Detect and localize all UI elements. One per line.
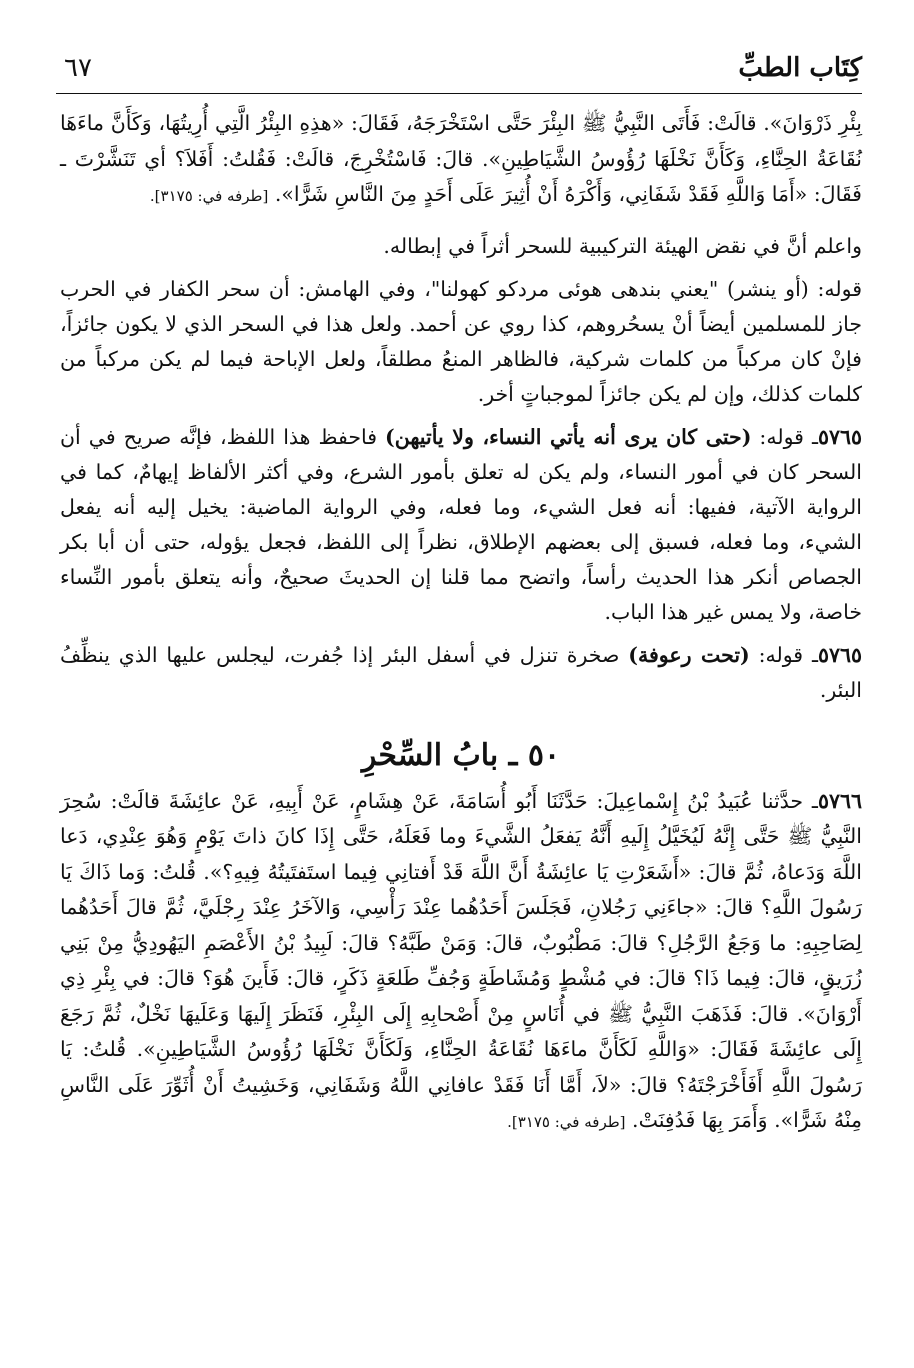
note-number: ٥٧٦٥ <box>817 424 863 449</box>
hadith-number: ٥٧٦٦ <box>817 788 862 813</box>
commentary-note <box>60 420 862 630</box>
commentary-text: واعلم أنَّ في نقض الهيئة التركيبية للسحر أثراً في إبطاله. <box>383 233 862 258</box>
hadith-text: ـ حدَّثنا عُبَيدُ بْنُ إِسْماعِيلَ: حَدَّثَنَا أَبُو أُسَامَةَ، عَنْ هِشَامٍ، عَنْ أَبِيهِ، عَنْ عائِشَةَ قالَتْ: سُحِرَ النَّبِيُّ ﷺ حَتَّى إِنَّهُ لَيُخَيَّلُ إِلَيهِ أَنَّهُ يَفعَلُ الشَّيءَ وما فَعَلَهُ، حَتَّى إِذَا كانَ ذاتَ يَوْمٍ وَهُوَ عِنْدِي، دَعا اللَّهَ وَدَعاهُ، ثُمَّ قالَ: «أَشَعَرْتِ يَا عائِشَةُ أَنَّ اللَّهَ قَدْ أَفتانِي فِيما استَفتَيتُهُ فِيهِ؟». قُلتُ: وَما ذَاكَ يَا رَسُولَ اللَّهِ؟ قالَ: «جاءَنِي رَجُلانِ، فَجَلَسَ أَحَدُهُما عِنْدَ رَأْسِي، وَالآخَرُ عِنْدَ رِجْلَيَّ، ثُمَّ قالَ أَحَدُهُما لِصَاحِبِهِ: ما وَجَعُ الرَّجُلِ؟ قالَ: مَطْبُوبٌ، قالَ: وَمَنْ طَبَّهُ؟ قالَ: لَبِيدُ بْنُ الأَعْصَمِ اليَهُودِيُّ مِنْ بَنِي زُرَيقٍ، قالَ: فِيما ذَا؟ قالَ: في مُشْطٍ وَمُشَاطَةٍ وَجُفِّ طَلعَةٍ ذَكَرٍ، قالَ: فَأَينَ هُوَ؟ قالَ: في بِئْرِ ذِي أَرْوَانَ». قالَ: فَذَهَبَ النَّبِيُّ ﷺ في أُنَاسٍ مِنْ أَصْحابِهِ إِلَى البِئْرِ، فَنَظَرَ إِلَيهَا وَعَلَيهَا نَخْلٌ، ثُمَّ رَجَعَ إِلَى عائِشَةَ فَقَالَ: «وَاللَّهِ لَكَأَنَّ ماءَهَا نُقَاعَةُ الحِنَّاءِ، وَلَكَأَنَّ نَخْلَهَا رُؤُوسُ الشَّيَاطِينِ». قُلتُ: يَا رَسُولَ اللَّهِ أَفَأَخْرَجْتَهُ؟ قالَ: «لاَ، أَمَّا أَنَا فَقَدْ عافانِي اللَّهُ وَشَفَانِي، وَخَشِيتُ أَنْ أُثَوِّرَ عَلَى النَّاسِ مِنْهُ شَرًّا». وَأَمَرَ بِهَا فَدُفِنَتْ. <box>60 788 862 1132</box>
commentary-paragraph <box>60 229 862 264</box>
hadith-paragraph <box>60 784 862 1141</box>
page-number: ٦٧ <box>64 53 92 83</box>
hadith-continuation-text: بِئْرِ ذَرْوَانَ». قالَتْ: فَأَتَى النَّبِيُّ ﷺ البِئْرَ حَتَّى اسْتَخْرَجَهُ، فَقَالَ: «هذِهِ البِئْرُ الَّتِي أُرِيتُهَا، وَكَأَنَّ ماءَهَا نُقَاعَةُ الحِنَّاءِ، وَكَأَنَّ نَخْلَهَا رُؤُوسُ الشَّيَاطِينِ». قالَ: فَاسْتُخْرِجَ، قالَتْ: فَقُلتُ: أَفَلاَ؟ أي تَنَشَّرْتَ ـ فَقَالَ: «أَمَا وَاللَّهِ فَقَدْ شَفَانِي، وَأَكْرَهُ أَنْ أُثِيرَ عَلَى أَحَدٍ مِنَ النَّاسِ شَرًّا». <box>60 111 862 206</box>
commentary-note <box>60 638 862 708</box>
note-lemma: (تحت رعوفة) <box>628 642 750 667</box>
header-divider <box>56 93 862 94</box>
page-body <box>60 106 862 1141</box>
note-lead: ـ قوله: <box>751 424 818 449</box>
note-text: فاحفظ هذا اللفظ، فإنَّه صريح في أن السحر كان في أمور النساء، ولم يكن له تعلق بأمور الشرع، وفي أكثر الألفاظ إيهامٌ، كما في الرواية الآتية، ففيها: أنه فعل الشيء، وما فعله، وفي الرواية الماضية: يخيل إليه أنه يفعل الشيء، وما فعله، فسبق إلى بعضهم الإطلاق، نظراً إلى اللفظ، فجعل يؤوله، حتى أن أبا بكر الجصاص أنكر هذا الحديث رأساً، واتضح مما قلنا إن الحديثَ صحيحٌ، وأنه يتعلق بأمور النِّساء خاصة، ولا يمس غير هذا الباب. <box>60 424 862 624</box>
page-header <box>56 48 862 94</box>
note-number: ٥٧٦٥ <box>817 642 863 667</box>
chapter-heading: ٥٠ ـ بابُ السِّحْرِ <box>361 737 561 773</box>
commentary-paragraph <box>60 272 862 412</box>
book-title: كِتَاب الطبِّ <box>738 53 862 83</box>
note-text: صخرة تنزل في أسفل البئر إذا جُفرت، ليجلس عليها الذي ينظِّفُ البئر. <box>60 642 862 702</box>
note-lemma: (حتى كان يرى أنه يأتي النساء، ولا يأتيهن) <box>385 424 752 449</box>
cross-reference: [طرفه في: ٣١٧٥]. <box>149 187 269 205</box>
commentary-text: قوله: (أو ينشر) "يعني بندهى هوئى مردكو كهولنا"، وفي الهامش: أن سحر الكفار في الحرب جاز للمسلمين أيضاً أنْ يسحُروهم، كذا روي عن أحمد. ولعل هذا في السحر الذي لا يكون جائزاً، فإنْ كان مركباً من كلمات شركية، فالظاهر المنعُ مطلقاً، ولعل الإباحة فيما لم يكن مركباً من كلمات كذلك، وإن لم يكن جائزاً لموجباتٍ أخر. <box>60 276 862 406</box>
note-lead: ـ قوله: <box>749 642 818 667</box>
hadith-continuation <box>60 106 862 215</box>
cross-reference: [طرفه في: ٣١٧٥]. <box>507 1113 626 1131</box>
